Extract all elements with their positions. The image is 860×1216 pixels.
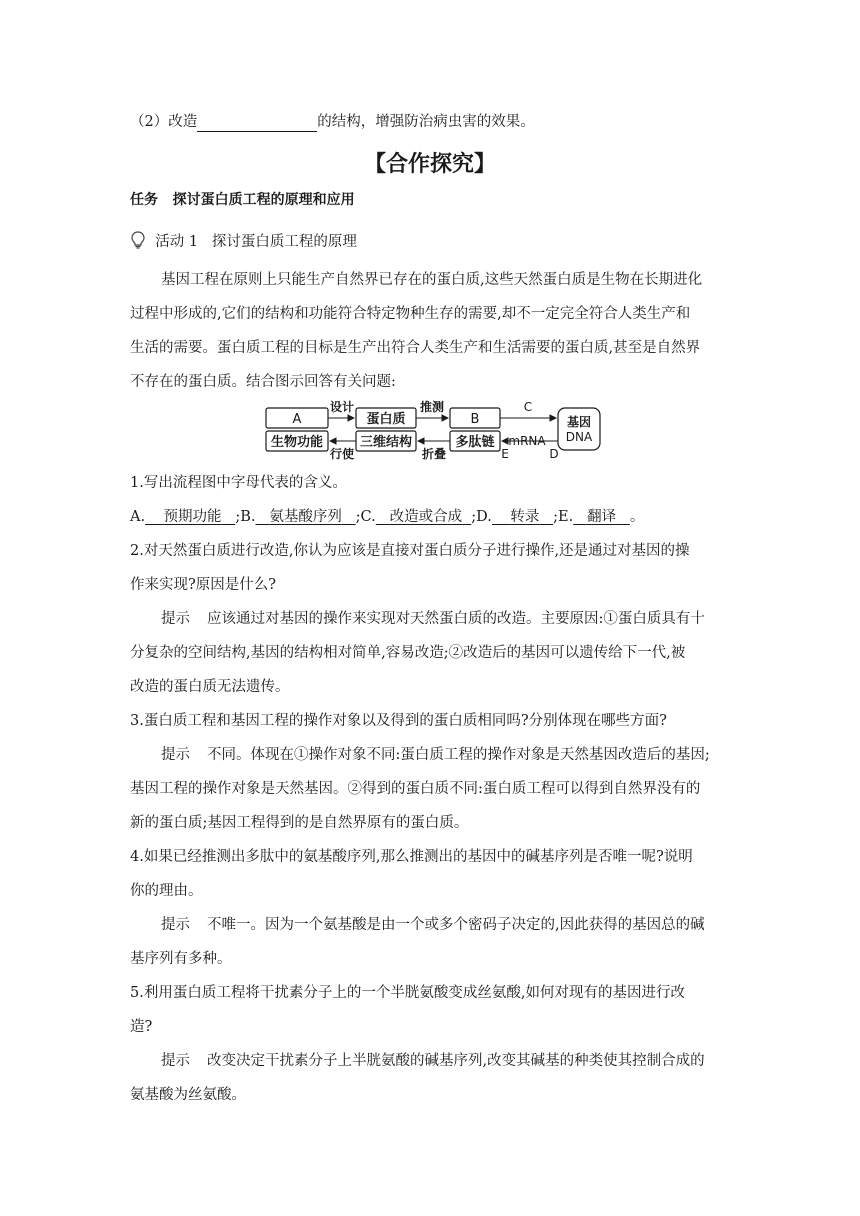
task-heading — [130, 190, 355, 210]
task-label: 任务 — [130, 192, 158, 208]
tip-5 — [161, 1051, 705, 1071]
box-b-label: B — [470, 412, 480, 427]
answer-prefix: ;E. — [553, 509, 574, 525]
arrow-label-design: 设计 — [329, 400, 355, 414]
answer-text: 翻译 — [587, 509, 617, 525]
box-dna-label: DNA — [565, 430, 593, 444]
answer-value — [376, 509, 472, 525]
arrow-label-mrna: mRNA — [508, 434, 546, 448]
tip-2: 改造的蛋白质无法遗传。 — [130, 679, 290, 695]
tip-text: 应该通过对基因的操作来实现对天然蛋白质的改造。主要原因:①蛋白质具有十 — [207, 611, 705, 627]
paragraph-line: 过程中形成的,它们的结构和功能符合特定物种生存的需要,却不一定完全符合人类生产和 — [130, 306, 691, 322]
lightbulb-icon — [130, 231, 146, 249]
box-gene-label: 基因 — [566, 415, 592, 429]
task-title: 探讨蛋白质工程的原理和应用 — [172, 192, 355, 208]
tip-2 — [161, 609, 705, 629]
intro-prefix: （2）改造 — [130, 114, 198, 130]
intro-line — [130, 112, 535, 132]
arrow-label-c: C — [523, 400, 533, 414]
answer-blank[interactable] — [197, 115, 317, 132]
box-protein-label: 蛋白质 — [366, 412, 406, 427]
question-1-answers — [130, 507, 644, 527]
answer-text: 预期功能 — [163, 509, 222, 525]
box-structure-label: 三维结构 — [359, 435, 413, 450]
activity-label: 活动 1 — [155, 234, 199, 250]
arrow-label-e: E — [501, 447, 509, 460]
activity-heading — [130, 231, 357, 252]
arrow-label-fold: 折叠 — [421, 447, 447, 460]
answer-text: 氨基酸序列 — [269, 509, 342, 525]
intro-suffix: 的结构，增强防治病虫害的效果。 — [317, 114, 535, 130]
arrow-label-infer: 推测 — [419, 400, 445, 414]
tip-label: 提示 — [161, 917, 190, 933]
box-function-label: 生物功能 — [270, 435, 324, 450]
answer-value — [573, 509, 630, 525]
paragraph-line: 基因工程在原则上只能生产自然界已存在的蛋白质,这些天然蛋白质是生物在长期进化 — [161, 272, 703, 288]
question-1: 1.写出流程图中字母代表的含义。 — [130, 475, 347, 491]
tip-4: 基序列有多种。 — [130, 951, 232, 967]
answer-text: 改造或合成 — [389, 509, 463, 525]
protein-engineering-flow-diagram — [262, 398, 602, 460]
tip-text: 改变决定干扰素分子上半胱氨酸的碱基序列,改变其碱基的种类使其控制合成的 — [207, 1053, 705, 1069]
question-4: 4.如果已经推测出多肽中的氨基酸序列,那么推测出的基因中的碱基序列是否唯一呢?说明 — [130, 849, 693, 865]
section-title: 【合作探究】 — [363, 152, 496, 177]
question-2: 作来实现?原因是什么? — [130, 577, 277, 593]
box-peptide-label: 多肽链 — [455, 435, 495, 450]
tip-3: 基因工程的操作对象是天然基因。②得到的蛋白质不同:蛋白质工程可以得到自然界没有的 — [130, 781, 701, 797]
box-a-label: A — [292, 412, 302, 427]
question-4: 你的理由。 — [130, 883, 203, 899]
activity-title: 探讨蛋白质工程的原理 — [211, 234, 357, 250]
tip-3 — [161, 745, 710, 765]
question-5: 5.利用蛋白质工程将干扰素分子上的一个半胱氨酸变成丝氨酸,如何对现有的基因进行改 — [130, 985, 685, 1001]
question-3: 3.蛋白质工程和基因工程的操作对象以及得到的蛋白质相同吗?分别体现在哪些方面? — [130, 713, 667, 729]
tip-label: 提示 — [161, 611, 190, 627]
tip-label: 提示 — [161, 1053, 190, 1069]
paragraph-line: 不存在的蛋白质。结合图示回答有关问题: — [130, 374, 396, 390]
answer-prefix: ;D. — [471, 509, 492, 525]
tip-3: 新的蛋白质;基因工程得到的是自然界原有的蛋白质。 — [130, 815, 469, 831]
answer-text: 转录 — [510, 509, 540, 525]
answer-prefix: A. — [130, 509, 146, 525]
answer-value — [256, 509, 356, 525]
answer-prefix: ;B. — [235, 509, 256, 525]
answer-value — [492, 509, 553, 525]
arrow-label-d: D — [549, 447, 559, 460]
tip-text: 不同。体现在①操作对象不同:蛋白质工程的操作对象是天然基因改造后的基因; — [207, 747, 710, 763]
tip-5: 氨基酸为丝氨酸。 — [130, 1087, 246, 1103]
answer-end: 。 — [629, 509, 645, 525]
tip-label: 提示 — [161, 747, 190, 763]
tip-text: 不唯一。因为一个氨基酸是由一个或多个密码子决定的,因此获得的基因总的碱 — [207, 917, 705, 933]
answer-prefix: ;C. — [355, 509, 376, 525]
question-5: 造? — [130, 1019, 153, 1035]
tip-4 — [161, 915, 705, 935]
question-2: 2.对天然蛋白质进行改造,你认为应该是直接对蛋白质分子进行操作,还是通过对基因的操 — [130, 543, 690, 559]
arrow-label-perform: 行使 — [329, 447, 355, 460]
tip-2: 分复杂的空间结构,基因的结构相对简单,容易改造;②改造后的基因可以遗传给下一代,被 — [130, 645, 686, 661]
paragraph-line: 生活的需要。蛋白质工程的目标是生产出符合人类生产和生活需要的蛋白质,甚至是自然界 — [130, 340, 701, 356]
answer-value — [145, 509, 235, 525]
